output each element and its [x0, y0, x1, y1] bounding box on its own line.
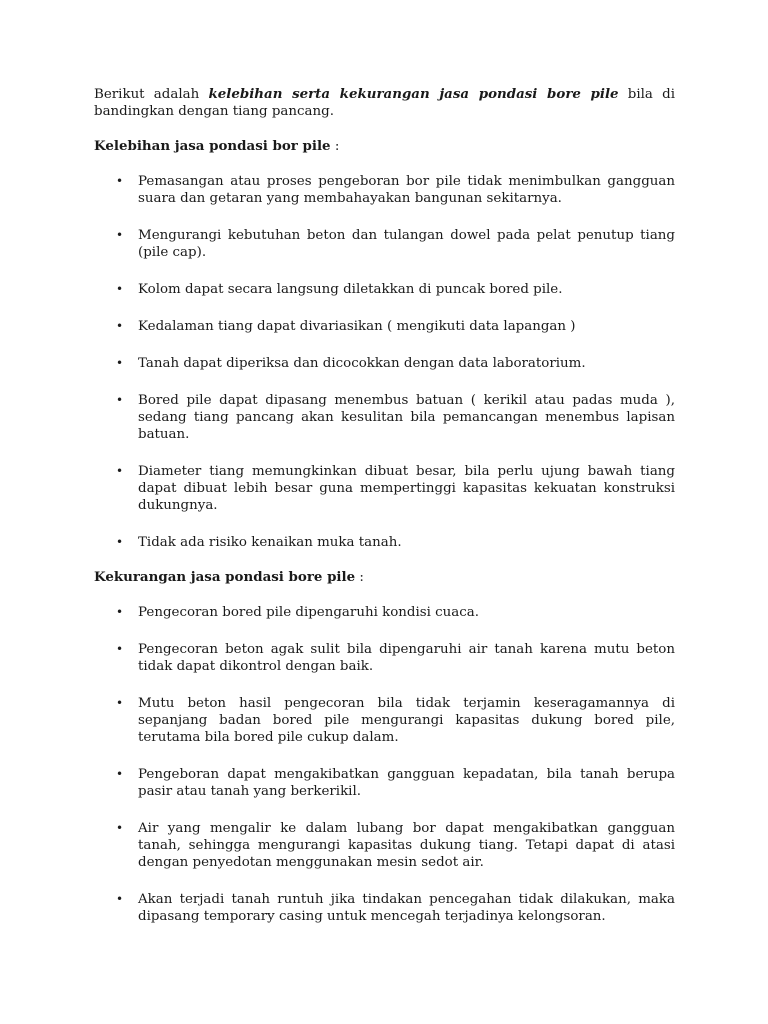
list-item: [94, 766, 675, 800]
advantages-heading-colon: :: [330, 139, 340, 154]
bullet-icon: •: [116, 605, 124, 619]
list-item-text: Kedalaman tiang dapat divariasikan ( mengikuti data lapangan ): [138, 319, 576, 334]
list-item-text: Tanah dapat diperiksa dan dicocokkan dengan data laboratorium.: [138, 356, 586, 371]
bullet-icon: •: [116, 767, 124, 781]
intro-emphasis: kelebihan serta kekurangan jasa pondasi bore pile: [208, 86, 619, 102]
list-item-text: Akan terjadi tanah runtuh jika tindakan pencegahan tidak dilakukan, maka dipasang temporary casing untuk mencegah terjadinya kelongsoran.: [138, 892, 675, 924]
advantages-heading: [94, 138, 675, 155]
list-item-text: Pengecoran bored pile dipengaruhi kondisi cuaca.: [138, 605, 480, 620]
list-item-text: Pemasangan atau proses pengeboran bor pile tidak menimbulkan gangguan suara dan getaran yang membahayakan bangunan sekitarnya.: [138, 174, 675, 206]
list-item: [94, 463, 675, 514]
list-item-text: Mengurangi kebutuhan beton dan tulangan dowel pada pelat penutup tiang (pile cap).: [138, 228, 675, 260]
list-item: [94, 820, 675, 871]
bullet-icon: •: [116, 282, 124, 296]
bullet-icon: •: [116, 535, 124, 549]
bullet-icon: •: [116, 821, 124, 835]
disadvantages-heading-text: Kekurangan jasa pondasi bore pile: [94, 569, 356, 585]
bullet-icon: •: [116, 174, 124, 188]
intro-before: Berikut adalah: [94, 87, 209, 102]
bullet-icon: •: [116, 319, 124, 333]
list-item-text: Pengeboran dapat mengakibatkan gangguan kepadatan, bila tanah berupa pasir atau tanah yang berkerikil.: [138, 767, 675, 799]
list-item-text: Tidak ada risiko kenaikan muka tanah.: [138, 535, 402, 550]
list-item: [94, 891, 675, 925]
bullet-icon: •: [116, 642, 124, 656]
list-item-text: Mutu beton hasil pengecoran bila tidak terjamin keseragamannya di sepanjang badan bored pile mengurangi kapasitas dukung bored pile, terutama bila bored pile cukup dalam.: [138, 696, 675, 745]
bullet-icon: •: [116, 464, 124, 478]
list-item: [94, 392, 675, 443]
advantages-list: [94, 173, 675, 551]
disadvantages-heading-colon: :: [355, 570, 364, 585]
advantages-heading-text: Kelebihan jasa pondasi bor pile: [94, 138, 331, 154]
list-item-text: Kolom dapat secara langsung diletakkan di puncak bored pile.: [138, 282, 563, 297]
list-item: [94, 534, 675, 551]
bullet-icon: •: [116, 228, 124, 242]
disadvantages-list: [94, 604, 675, 925]
list-item-text: Bored pile dapat dipasang menembus batuan ( kerikil atau padas muda ), sedang tiang pancang akan kesulitan bila pemancangan menembus lapisan batuan.: [138, 393, 675, 442]
list-item: [94, 604, 675, 621]
list-item-text: Diameter tiang memungkinkan dibuat besar, bila perlu ujung bawah tiang dapat dibuat lebih besar guna mempertinggi kapasitas kekuatan konstruksi dukungnya.: [138, 464, 675, 513]
bullet-icon: •: [116, 696, 124, 710]
list-item: [94, 641, 675, 675]
list-item: [94, 695, 675, 746]
bullet-icon: •: [116, 393, 124, 407]
list-item-text: Pengecoran beton agak sulit bila dipengaruhi air tanah karena mutu beton tidak dapat dikontrol dengan baik.: [138, 642, 675, 674]
bullet-icon: •: [116, 892, 124, 906]
list-item: [94, 173, 675, 207]
list-item: [94, 318, 675, 335]
list-item-text: Air yang mengalir ke dalam lubang bor dapat mengakibatkan gangguan tanah, sehingga mengurangi kapasitas dukung tiang. Tetapi dapat di atasi dengan penyedotan menggunakan mesin sedot air.: [138, 821, 675, 870]
document-page: [94, 86, 675, 945]
bullet-icon: •: [116, 356, 124, 370]
intro-paragraph: [94, 86, 675, 120]
intro-after: bila di bandingkan dengan tiang pancang.: [94, 87, 675, 119]
list-item: [94, 227, 675, 261]
list-item: [94, 281, 675, 298]
disadvantages-heading: [94, 569, 675, 586]
list-item: [94, 355, 675, 372]
